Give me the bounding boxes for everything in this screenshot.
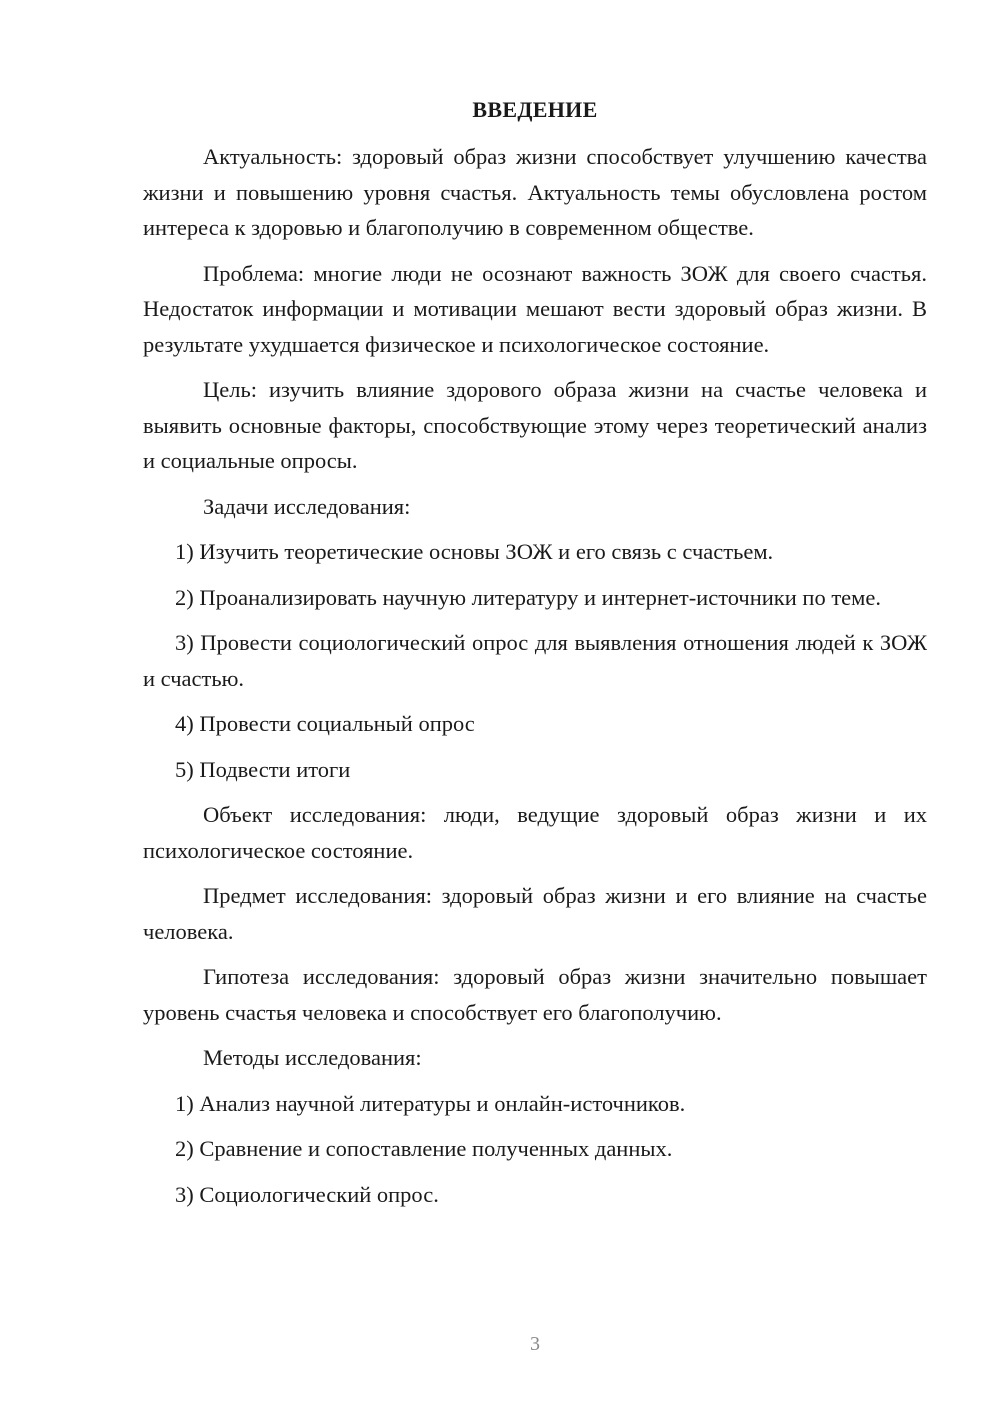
relevance-paragraph: Актуальность: здоровый образ жизни способствует улучшению качества жизни и повышению уровня счастья. Актуальность темы обусловлена ростом интереса к здоровью и благополучию в современном обществе. xyxy=(143,144,927,240)
page-number: 3 xyxy=(530,1333,540,1355)
object-paragraph: Объект исследования: люди, ведущие здоровый образ жизни и их психологическое состояние. xyxy=(143,802,927,863)
method-item: 1) Анализ научной литературы и онлайн-источников. xyxy=(175,1090,686,1116)
task-item: 1) Изучить теоретические основы ЗОЖ и его связь с счастьем. xyxy=(175,539,774,564)
problem-paragraph: Проблема: многие люди не осознают важность ЗОЖ для своего счастья. Недостаток информации и мотивации мешают вести здоровый образ жизни. В результате ухудшается физическое и психологическое состояние. xyxy=(143,260,927,357)
subject-paragraph: Предмет исследования: здоровый образ жизни и его влияние на счастье человека. xyxy=(143,883,927,944)
tasks-title: Задачи исследования: xyxy=(203,493,411,519)
task-item: 5) Подвести итоги xyxy=(175,756,351,782)
page-content xyxy=(143,92,927,1222)
page-title: ВВЕДЕНИЕ xyxy=(472,97,598,122)
method-item: 3) Социологический опрос. xyxy=(175,1181,439,1207)
methods-title: Методы исследования: xyxy=(203,1045,422,1070)
hypothesis-paragraph: Гипотеза исследования: здоровый образ жизни значительно повышает уровень счастья человека и способствует его благополучию. xyxy=(143,964,927,1025)
task-item: 2) Проанализировать научную литературу и интернет-источники по теме. xyxy=(175,584,881,610)
method-item: 2) Сравнение и сопоставление полученных данных. xyxy=(175,1136,673,1161)
task-item: 4) Провести социальный опрос xyxy=(175,711,475,736)
goal-paragraph: Цель: изучить влияние здорового образа жизни на счастье человека и выявить основные факторы, способствующие этому через теоретический анализ и социальные опросы. xyxy=(143,377,927,473)
task-item: 3) Провести социологический опрос для выявления отношения людей к ЗОЖ и счастью. xyxy=(143,630,927,691)
